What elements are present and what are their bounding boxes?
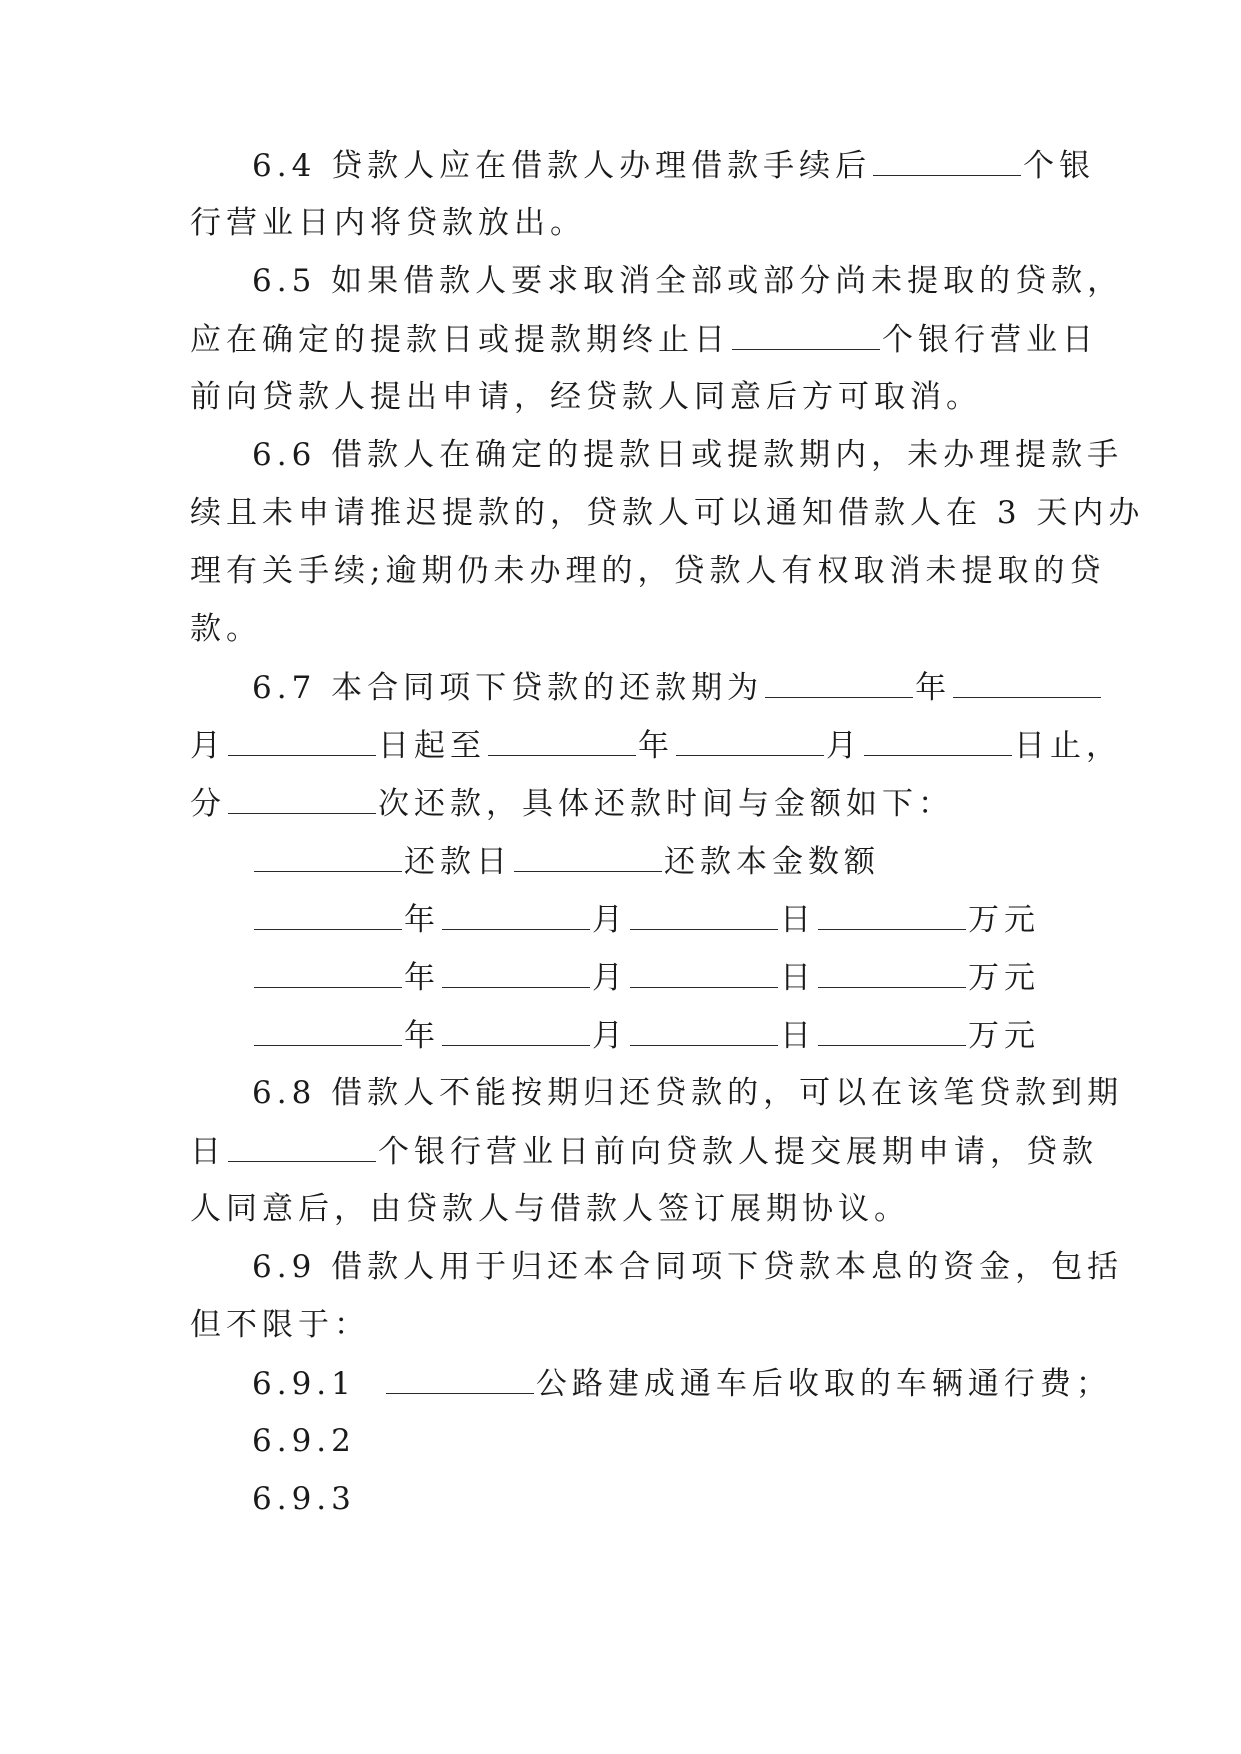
clause-6-7-line-1 [252, 667, 1103, 708]
clause-text: 月 [826, 728, 862, 764]
clause-text: 日起至 [378, 728, 486, 764]
clause-text: 月 [190, 728, 226, 764]
fill-blank[interactable] [254, 957, 402, 988]
repayment-row-3 [252, 1015, 1040, 1056]
fill-blank[interactable] [676, 725, 824, 756]
clause-text: 6.7 本合同项下贷款的还款期为 [252, 670, 764, 706]
repayment-row-1 [252, 899, 1040, 940]
fill-blank[interactable] [386, 1363, 534, 1394]
fill-blank[interactable] [442, 1015, 590, 1046]
clause-6-9-line-1 [252, 1247, 1123, 1287]
unit-month: 月 [592, 902, 628, 938]
fill-blank[interactable] [228, 1131, 376, 1162]
fill-blank[interactable] [818, 899, 966, 930]
item-number: 6.9.1 [252, 1366, 356, 1402]
fill-blank[interactable] [442, 899, 590, 930]
clause-text: 但不限于： [190, 1307, 370, 1343]
clause-text: 日止， [1014, 728, 1122, 764]
clause-text: 款。 [190, 611, 262, 647]
clause-6-8-line-1 [252, 1073, 1123, 1113]
clause-6-8-line-2 [190, 1131, 1098, 1172]
unit-wan-yuan: 万元 [968, 902, 1040, 938]
clause-text: 应在确定的提款日或提款期终止日 [190, 322, 730, 358]
clause-text: 人同意后，由贷款人与借款人签订展期协议。 [190, 1191, 910, 1227]
clause-6-9-2 [252, 1421, 356, 1461]
fill-blank[interactable] [630, 899, 778, 930]
clause-6-9-1 [252, 1363, 1112, 1404]
clause-text: 分 [190, 786, 226, 822]
clause-text: 年 [638, 728, 674, 764]
clause-6-6-line-3 [190, 551, 1105, 591]
clause-6-7-line-3 [190, 783, 954, 824]
clause-text: 6.6 借款人在确定的提款日或提款期内，未办理提款手 [252, 437, 1124, 473]
clause-6-4-line-1 [252, 145, 1095, 186]
item-number: 6.9.2 [252, 1423, 356, 1459]
clause-text: 个银 [1023, 148, 1096, 184]
unit-day: 日 [780, 960, 816, 996]
fill-blank[interactable] [514, 841, 662, 872]
unit-year: 年 [404, 960, 440, 996]
clause-text: 个银行营业日前向贷款人提交展期申请，贷款 [378, 1134, 1098, 1170]
clause-6-5-line-3 [190, 377, 982, 417]
clause-text: 公路建成通车后收取的车辆通行费； [535, 1366, 1112, 1402]
unit-year: 年 [404, 1018, 440, 1054]
repayment-row-2 [252, 957, 1040, 998]
unit-wan-yuan: 万元 [968, 960, 1040, 996]
fill-blank[interactable] [818, 957, 966, 988]
fill-blank[interactable] [254, 899, 402, 930]
unit-day: 日 [780, 902, 816, 938]
unit-year: 年 [404, 902, 440, 938]
fill-blank[interactable] [864, 725, 1012, 756]
clause-text: 6.4 贷款人应在借款人办理借款手续后 [252, 148, 872, 184]
fill-blank[interactable] [488, 725, 636, 756]
table-header-date: 还款日 [404, 844, 512, 880]
clause-text: 行营业日内将贷款放出。 [190, 205, 586, 241]
fill-blank[interactable] [818, 1015, 966, 1046]
fill-blank[interactable] [630, 1015, 778, 1046]
clause-6-9-line-2 [190, 1305, 370, 1345]
clause-6-5-line-2 [190, 319, 1098, 360]
clause-text: 年 [915, 670, 952, 706]
fill-blank[interactable] [873, 145, 1021, 176]
clause-text: 个银行营业日 [882, 322, 1098, 358]
clause-6-7-line-2 [190, 725, 1122, 766]
unit-wan-yuan: 万元 [968, 1018, 1040, 1054]
clause-text: 6.9 借款人用于归还本合同项下贷款本息的资金，包括 [252, 1249, 1124, 1285]
unit-month: 月 [592, 960, 628, 996]
fill-blank[interactable] [732, 319, 880, 350]
clause-6-9-3 [252, 1479, 356, 1519]
fill-blank[interactable] [765, 667, 913, 698]
clause-text: 日 [190, 1134, 226, 1170]
fill-blank[interactable] [630, 957, 778, 988]
fill-blank[interactable] [953, 667, 1101, 698]
fill-blank[interactable] [228, 783, 376, 814]
clause-6-8-line-3 [190, 1189, 910, 1229]
clause-text: 6.5 如果借款人要求取消全部或部分尚未提取的贷款， [252, 263, 1124, 299]
clause-text: 续且未申请推迟提款的，贷款人可以通知借款人在 3 天内办 [190, 495, 1145, 531]
repayment-table-header [252, 841, 880, 882]
clause-text: 次还款，具体还款时间与金额如下： [378, 786, 954, 822]
clause-6-4-line-2 [190, 203, 586, 243]
unit-month: 月 [592, 1018, 628, 1054]
fill-blank[interactable] [228, 725, 376, 756]
clause-text: 理有关手续;逾期仍未办理的，贷款人有权取消未提取的贷 [190, 553, 1106, 589]
item-number: 6.9.3 [252, 1481, 356, 1517]
fill-blank[interactable] [254, 1015, 402, 1046]
clause-6-6-line-1 [252, 435, 1123, 475]
table-header-amount: 还款本金数额 [664, 844, 880, 880]
fill-blank[interactable] [254, 841, 402, 872]
unit-day: 日 [780, 1018, 816, 1054]
clause-6-5-line-1 [252, 261, 1123, 301]
clause-text: 6.8 借款人不能按期归还贷款的，可以在该笔贷款到期 [252, 1075, 1124, 1111]
fill-blank[interactable] [442, 957, 590, 988]
clause-6-6-line-4 [190, 609, 262, 649]
clause-6-6-line-2 [190, 493, 1144, 533]
clause-text: 前向贷款人提出申请，经贷款人同意后方可取消。 [190, 379, 982, 415]
